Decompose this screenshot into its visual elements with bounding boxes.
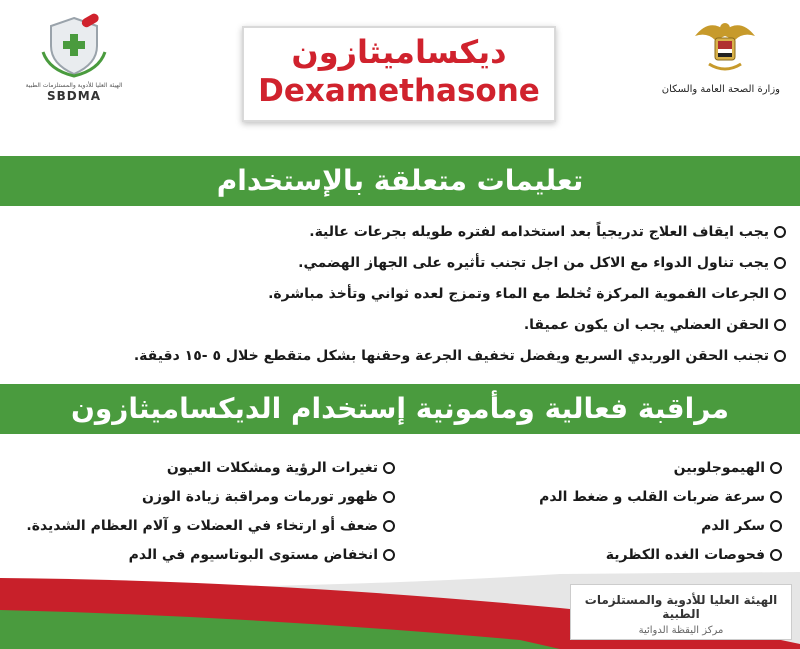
monitoring-text: تغيرات الرؤية ومشكلات العيون [166,460,378,476]
drug-title-arabic: ديكساميثازون [291,33,507,71]
list-item [15,512,395,541]
list-item [26,310,786,341]
footer-center-name: مركز اليقظة الدوائية [638,625,724,636]
sbdma-logo [20,12,128,103]
monitoring-heading: مراقبة فعالية ومأمونية إستخدام الديكساميثازون [0,384,800,434]
bullet-icon [383,491,395,503]
bullet-icon [774,319,786,331]
usage-instructions-heading: تعليمات متعلقة بالإستخدام [0,156,800,206]
monitoring-text: الهيموجلوبين [673,460,765,476]
bullet-icon [774,288,786,300]
instruction-text: تجنب الحقن الوريدي السريع ويفضل تخفيف الجرعة وحقنها بشكل متقطع خلال ٥ -١٥ دقيقة. [133,348,769,364]
monitoring-list-right [492,454,782,570]
bullet-icon [383,462,395,474]
instruction-text: الجرعات الفموية المركزة تُخلط مع الماء وتمزج لعده ثواني وتأخذ مباشرة. [268,286,769,302]
monitoring-text: ظهور تورمات ومراقبة زيادة الوزن [142,489,378,505]
bullet-icon [770,520,782,532]
drug-title-box [242,26,556,122]
list-item [26,217,786,248]
monitoring-text: سكر الدم [701,518,765,534]
list-item [26,248,786,279]
instruction-text: الحقن العضلي يجب ان يكون عميقا. [523,317,769,333]
bullet-icon [774,257,786,269]
drug-title-english: Dexamethasone [258,73,540,109]
bullet-icon [770,462,782,474]
bullet-icon [383,520,395,532]
sbdma-arabic-name: الهيئة العليا للأدوية والمستلزمات الطبية [25,82,123,89]
sbdma-abbreviation: SBDMA [47,89,101,103]
instruction-text: يجب ايقاف العلاج تدريجياً بعد استخدامه لفتره طويله بجرعات عالية. [309,224,769,240]
list-item [15,454,395,483]
monitoring-list-left [15,454,395,570]
list-item [492,483,782,512]
list-item [492,512,782,541]
monitoring-text: انخفاض مستوى البوتاسيوم في الدم [128,547,378,563]
list-item [26,279,786,310]
bullet-icon [770,491,782,503]
list-item [15,483,395,512]
ministry-name: وزارة الصحة العامة والسكان [661,84,780,95]
ministry-logo [661,14,780,95]
eagle-emblem-icon [689,14,761,76]
pharmacy-shield-icon [35,12,113,78]
monitoring-text: فحوصات الغده الكظرية [605,547,765,563]
bullet-icon [774,226,786,238]
footer-pharmacovigilance-logo [570,584,792,640]
monitoring-text: سرعة ضربات القلب و ضغط الدم [539,489,765,505]
list-item [492,454,782,483]
instruction-text: يجب تناول الدواء مع الاكل من اجل تجنب تأثيره على الجهاز الهضمي. [298,255,769,271]
usage-instructions-list [26,217,786,372]
bullet-icon [774,350,786,362]
footer-org-name: الهيئة العليا للأدوية والمستلزمات الطبية [584,593,778,621]
list-item [26,341,786,372]
monitoring-text: ضعف أو ارتخاء في العضلات و آلام العظام الشديدة. [26,518,378,534]
